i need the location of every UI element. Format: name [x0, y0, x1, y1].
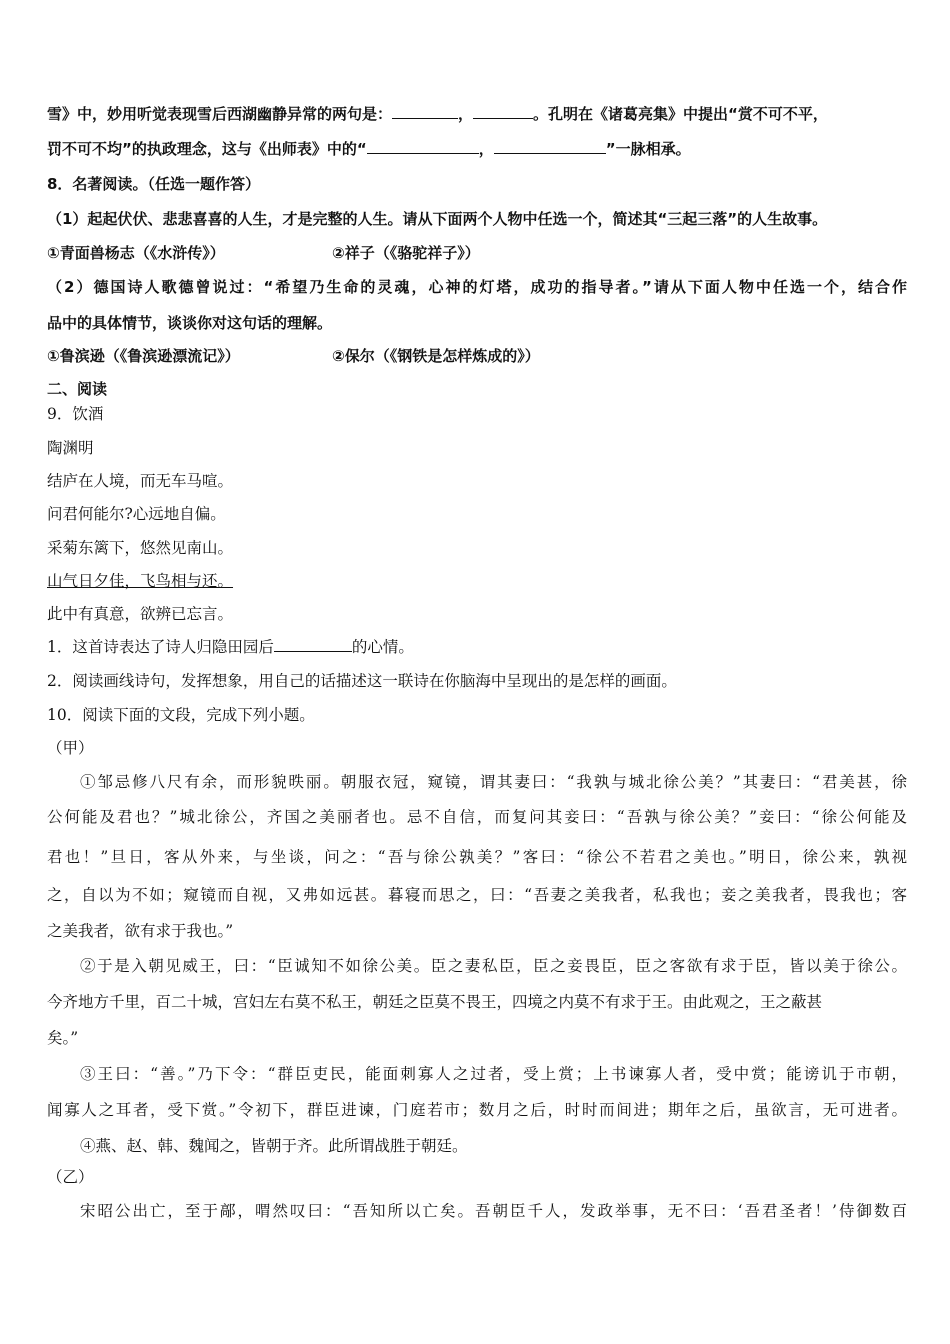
- fill-blank-line-2: [47, 138, 907, 160]
- question-8-part-2-options: [47, 345, 907, 367]
- answer-blank[interactable]: [392, 104, 458, 119]
- text: 1．这首诗表达了诗人归隐田园后: [47, 638, 274, 656]
- option-2: ②祥子（《骆驼祥子》）: [332, 244, 480, 262]
- question-8-part-1-options: [47, 242, 907, 264]
- answer-blank[interactable]: [367, 139, 479, 154]
- question-8-part-2-cont: 品中的具体情节，谈谈你对这句话的理解。: [47, 314, 333, 332]
- question-9-title: 9．饮酒: [47, 405, 104, 423]
- poem-line-underlined: [47, 570, 907, 592]
- passage-line: 矣。”: [47, 1029, 79, 1047]
- passage-line: 之，自以为不如；窥镜而自视，又弗如远甚。暮寝而思之，曰：“吾妻之美我者，私我也；妾之美我者，畏我也；客: [47, 886, 907, 904]
- passage-line: 宋昭公出亡，至于鄗，喟然叹曰：“吾知所以亡矣。吾朝臣千人，发政举事，无不曰：‘吾君圣者！’侍御数百: [80, 1202, 907, 1220]
- poem-author: 陶渊明: [47, 439, 94, 457]
- answer-blank[interactable]: [274, 637, 352, 652]
- question-8-part-2: （2）德国诗人歌德曾说过：“希望乃生命的灵魂，心神的灯塔，成功的指导者。”请从下面人物中任选一个，结合作: [47, 278, 907, 296]
- passage-line: 闻寡人之耳者，受下赏。”令初下，群臣进谏，门庭若市；数月之后，时时而间进；期年之后，虽欲言，无可进者。: [47, 1101, 907, 1119]
- question-8-part-1: （1）起起伏伏、悲悲喜喜的人生，才是完整的人生。请从下面两个人物中任选一个，简述其“三起三落”的人生故事。: [47, 210, 828, 228]
- question-8-title: 8．名著阅读。（任选一题作答）: [47, 175, 260, 193]
- passage-line: 之美我者，欲有求于我也。”: [47, 922, 234, 940]
- poem-line: 结庐在人境，而无车马喧。: [47, 472, 234, 490]
- passage-line: 君也！”旦日，客从外来，与坐谈，问之：“吾与徐公孰美？”客曰：“徐公不若君之美也。”明日，徐公来，孰视: [47, 848, 907, 866]
- text: ”一脉相承。: [605, 140, 691, 158]
- poem-line: 此中有真意，欲辨已忘言。: [47, 605, 234, 623]
- option-1: ①鲁滨逊（《鲁滨逊漂流记》）: [47, 347, 240, 365]
- text: ，: [478, 140, 494, 158]
- underlined-text: 山气日夕佳，飞鸟相与还。: [47, 572, 234, 590]
- text: 雪》中，妙用听觉表现雪后西湖幽静异常的两句是：: [47, 105, 393, 123]
- poem-line: 问君何能尔?心远地自偏。: [47, 505, 226, 523]
- passage-line: 公何能及君也？”城北徐公，齐国之美丽者也。忌不自信，而复问其妾曰：“吾孰与徐公美？”妾曰：“徐公何能及: [47, 808, 907, 826]
- passage-line: ④燕、赵、韩、魏闻之，皆朝于齐。此所谓战胜于朝廷。: [80, 1137, 468, 1155]
- sub-question-1: [47, 636, 907, 658]
- text: 罚不可不均”的执政理念，这与《出师表》中的“: [47, 140, 367, 158]
- poem-line: 采菊东篱下，悠然见南山。: [47, 539, 234, 557]
- passage-line: ②于是入朝见威王，曰：“臣诚知不如徐公美。臣之妻私臣，臣之妾畏臣，臣之客欲有求于臣，皆以美于徐公。: [80, 957, 907, 975]
- passage-line: 今齐地方千里，百二十城，宫妇左右莫不私王，朝廷之臣莫不畏王，四境之内莫不有求于王。由此观之，王之蔽甚: [47, 993, 823, 1011]
- text: 。孔明在《诸葛亮集》中提出“赏不可不平，: [533, 105, 828, 123]
- answer-blank[interactable]: [473, 104, 533, 119]
- fill-blank-line-1: [47, 103, 907, 125]
- option-2: ②保尔（《钢铁是怎样炼成的》）: [332, 347, 540, 365]
- question-10-title: 10．阅读下面的文段，完成下列小题。: [47, 706, 315, 724]
- option-1: ①青面兽杨志（《水浒传》）: [47, 244, 225, 262]
- passage-line: ①邹忌修八尺有余，而形貌昳丽。朝服衣冠，窥镜，谓其妻曰：“我孰与城北徐公美？”其妻曰：“君美甚，徐: [80, 773, 907, 791]
- passage-line: ③王曰：“善。”乃下令：“群臣吏民，能面刺寡人之过者，受上赏；上书谏寡人者，受中赏；能谤讥于市朝，: [80, 1065, 907, 1083]
- passage-yi-label: （乙）: [47, 1168, 94, 1186]
- section-heading: 二、阅读: [47, 380, 108, 398]
- sub-question-2: 2．阅读画线诗句，发挥想象，用自己的话描述这一联诗在你脑海中呈现出的是怎样的画面。: [47, 672, 677, 690]
- text: ，: [458, 105, 474, 123]
- passage-jia-label: （甲）: [47, 739, 94, 757]
- answer-blank[interactable]: [494, 139, 606, 154]
- text: 的心情。: [351, 638, 414, 656]
